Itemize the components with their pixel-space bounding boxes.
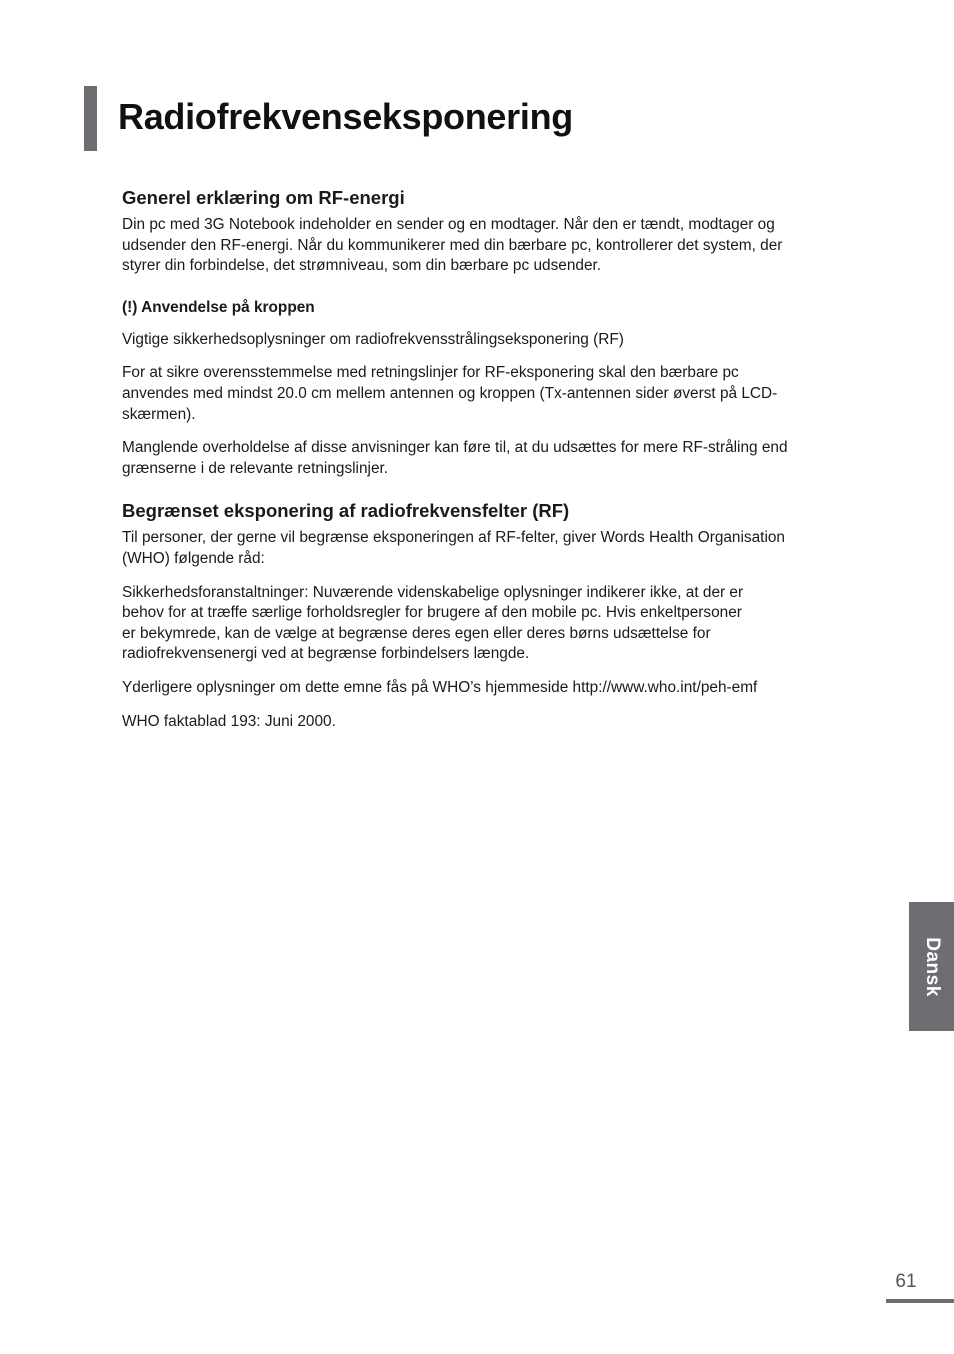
text-line: For at sikre overensstemmelse med retningslinjer for RF-eksponering skal den bærbare pc: [122, 364, 739, 382]
paragraph-precautions: [122, 583, 864, 665]
language-tab-label: Dansk: [921, 936, 943, 997]
page-number: 61: [895, 1271, 917, 1292]
text-line: udsender den RF-energi. Når du kommunikerer med din bærbare pc, kontrollerer det system, der: [122, 236, 783, 254]
paragraph-intro: [122, 215, 864, 277]
page-number-rule: [886, 1299, 954, 1303]
paragraph-more-info: [122, 678, 864, 699]
language-tab: [909, 902, 954, 1031]
text-line: Vigtige sikkerhedsoplysninger om radiofrekvensstrålingseksponering (RF): [122, 330, 624, 348]
section-heading: Begrænset eksponering af radiofrekvensfelter (RF): [122, 500, 570, 522]
text-line: styrer din forbindelse, det strømniveau, som din bærbare pc udsender.: [122, 257, 602, 275]
text-line: Til personer, der gerne vil begrænse eksponeringen af RF-felter, giver Words Health Organisation: [122, 529, 785, 547]
page-title: Radiofrekvenseksponering: [118, 96, 573, 137]
subsection-heading: (!) Anvendelse på kroppen: [122, 298, 315, 316]
text-line: skærmen).: [122, 405, 196, 423]
text-line: Din pc med 3G Notebook indeholder en sender og en modtager. Når den er tændt, modtager og: [122, 216, 775, 233]
section-general-rf-statement: [122, 186, 864, 479]
text-line: WHO faktablad 193: Juni 2000.: [122, 712, 336, 730]
paragraph-distance-requirement: [122, 363, 864, 425]
paragraph-safety-info: [122, 330, 864, 351]
text-line: Manglende overholdelse af disse anvisninger kan føre til, at du udsættes for mere RF-stråling end: [122, 439, 788, 457]
paragraph-fact-sheet: [122, 712, 864, 733]
title-accent-bar: [84, 86, 97, 151]
text-line: radiofrekvensenergi ved at begrænse forbindelsers længde.: [122, 645, 530, 663]
text-line: (WHO) følgende råd:: [122, 549, 265, 567]
text-line: grænserne i de relevante retningslinjer.: [122, 459, 389, 477]
text-line: Sikkerhedsforanstaltninger: Nuværende videnskabelige oplysninger indikerer ikke, at der er: [122, 583, 744, 601]
paragraph-who-advice: [122, 528, 864, 569]
document-body: [122, 186, 864, 732]
section-limited-exposure: [122, 499, 864, 732]
text-line: er bekymrede, kan de vælge at begrænse deres egen eller deres børns udsættelse for: [122, 624, 711, 642]
text-line: anvendes med mindst 20.0 cm mellem antennen og kroppen (Tx-antennen sider øverst på LCD-: [122, 384, 778, 402]
text-line: behov for at træffe særlige forholdsregler for brugere af den mobile pc. Hvis enkeltpersoner: [122, 604, 742, 622]
text-line: Yderligere oplysninger om dette emne fås på WHO’s hjemmeside http://www.who.int/peh-emf: [122, 678, 758, 696]
section-heading: Generel erklæring om RF-energi: [122, 187, 405, 208]
paragraph-noncompliance: [122, 438, 864, 479]
